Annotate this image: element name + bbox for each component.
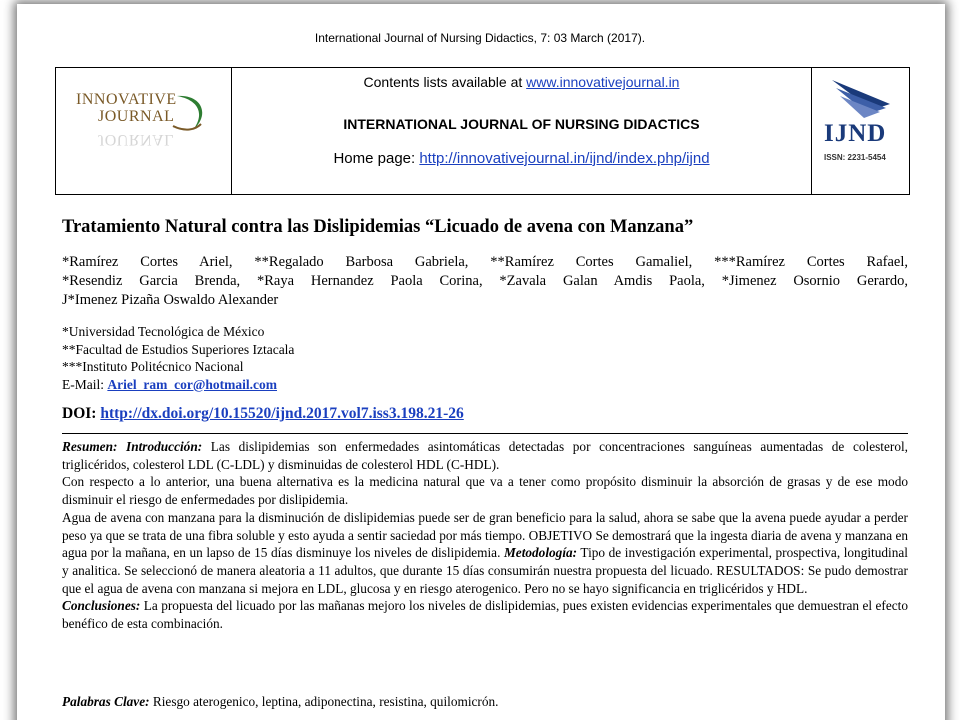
authors-line-2: *Resendiz Garcia Brenda, *Raya Hernandez Paola Corina, *Zavala Galan Amdis Paola, *Jimenez Osornio Gerardo, [62,273,908,289]
journal-header [55,67,910,195]
logo-line2-reflection: JOURNAL [98,131,175,148]
affiliation-1: *Universidad Tecnológica de México [62,324,265,339]
author-list [62,253,908,310]
authors-line-3: J*Imenez Pizaña Oswaldo Alexander [62,292,279,308]
abstract-conclusions-text: La propuesta del licuado por las mañanas mejoro los niveles de dislipidemias, pues existen evidencias experimentales que demuestran el efecto benéfico de esta combinación. [62,598,908,632]
abstract-paragraph-3 [62,509,908,598]
header-right-cell [811,68,909,194]
ijnd-emblem-icon [828,74,898,122]
logo-line2: JOURNAL [98,108,175,125]
abstract-paragraph-2 [62,473,908,508]
abstract-intro-text: Las dislipidemias son enfermedades asintomáticas detectadas por concentraciones sanguíneas aumentadas de colesterol, triglicéridos, colesterol LDL (C-LDL) y disminuidas de colesterol HDL (C-HDL). [62,439,908,472]
email-link[interactable]: Ariel_ram_cor@hotmail.com [107,376,278,392]
innovative-journal-logo [76,90,226,180]
header-left-cell [56,68,232,194]
affiliation-3: ***Instituto Politécnico Nacional [62,359,244,374]
contents-prefix: Contents lists available at [363,74,527,90]
abstract-conclusions-label: Conclusiones: [62,598,141,614]
affiliations [62,323,294,393]
abstract-p3-text-a: Agua de avena con manzana para la disminución de dislipidemias puede ser de gran beneficio para la salud, ahora se sabe que la avena puede ayudar a perder peso ya que se trata de una fibra soluble y esto ayuda a sentir saciedad por más tiempo. OBJETIVO Se demostrará que la ingesta diaria de avena y manzana en agua por la mañana, en un lapso de 15 días disminuye los niveles de dislipidemia. [62,509,908,561]
journal-name: INTERNATIONAL JOURNAL OF NURSING DIDACTICS [343,116,700,132]
homepage-line [232,150,811,167]
section-divider [62,433,908,434]
issn-text: ISSN: 2231-5454 [824,153,886,162]
abstract-paragraph-1 [62,438,908,473]
authors-line-1: *Ramírez Cortes Ariel, **Regalado Barbosa Gabriela, **Ramírez Cortes Gamaliel, ***Ramírez Cortes Rafael, [62,254,908,270]
logo-line1: INNOVATIVE [76,91,177,108]
abstract [62,438,908,633]
doi-line [62,405,464,423]
header-middle-cell [232,68,811,194]
keywords-text: Riesgo aterogenico, leptina, adiponectina, resistina, quilomicrón. [149,694,499,709]
abstract-intro-label: Resumen: Introducción: [62,439,203,454]
ijnd-logo-text: IJND [824,120,887,147]
homepage-link[interactable]: http://innovativejournal.in/ijnd/index.php/ijnd [419,150,710,167]
logo-swoosh-icon [171,92,211,136]
affiliation-2: **Facultad de Estudios Superiores Iztacala [62,341,295,357]
article-title: Tratamiento Natural contra las Dislipidemias “Licuado de avena con Manzana” [62,217,694,237]
keywords-line [62,694,498,710]
abstract-p2-text: Con respecto a lo anterior, una buena alternativa es la medicina natural que va a tener como propósito disminuir la absorción de grasas y de ese modo disminuir el riesgo de enfermedades por dislipidemia. [62,474,908,508]
doi-label: DOI: [62,405,101,422]
abstract-paragraph-4 [62,597,908,632]
ijnd-logo [822,74,906,174]
email-line [62,376,294,394]
contents-line [232,74,811,90]
doi-link[interactable]: http://dx.doi.org/10.15520/ijnd.2017.vol7.iss3.198.21-26 [100,405,464,422]
abstract-p3-text-b: Tipo de investigación experimental, prospectiva, longitudinal y analitica. Se seleccionó de manera aleatoria a 11 adultos, que durante 15 días consumirán nuestra propuesta del licuado. RESULTADOS: Se pudo demostrar que el agua de avena con manzana si mejora en LDL, glucosa y en riesgo aterogenico. Pero no se hayo significancia en triglicéridos y HDL. [62,545,908,596]
abstract-methodology-label: Metodología: [503,545,578,561]
journal-citation: International Journal of Nursing Didactics, 7: 03 March (2017). [314,31,646,45]
contents-link[interactable]: www.innovativejournal.in [526,74,680,90]
keywords-label: Palabras Clave: [62,694,150,709]
email-label: E-Mail: [62,376,108,392]
homepage-prefix: Home page: [333,150,420,167]
